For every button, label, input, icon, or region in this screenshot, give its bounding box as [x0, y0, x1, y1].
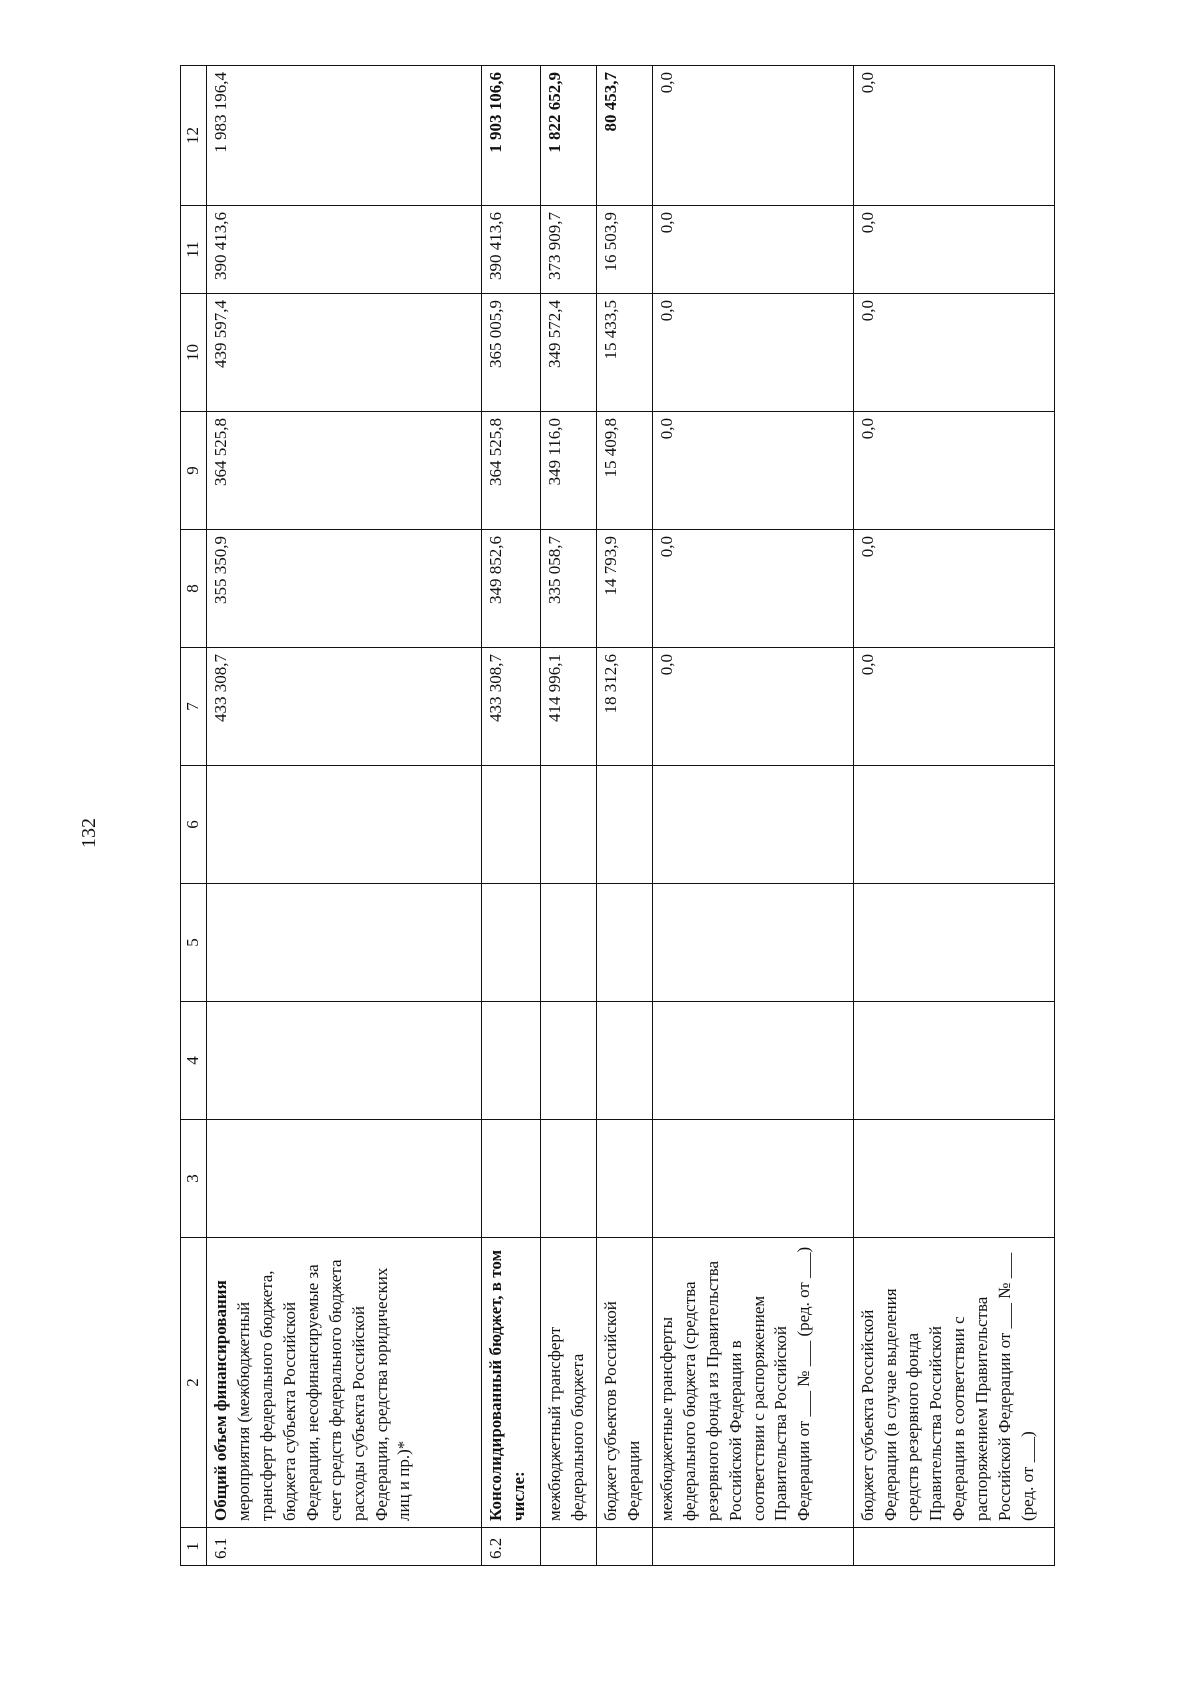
value-cell: 14 793,9 — [596, 530, 652, 648]
header-row — [181, 66, 207, 1566]
rotated-table-container — [180, 72, 1055, 1566]
row-label-text: межбюджетные трансферты федерального бюджета (средства резервного фонда из Правительства Российской Федерации в соответствии с распоряжением Правительства Российской Федерации от ___ № ___ (ред. от ___) — [656, 1246, 814, 1521]
row-code — [652, 1528, 853, 1566]
value-cell: 18 312,6 — [596, 648, 652, 766]
column-header: 4 — [181, 1002, 207, 1120]
total-cell: 0,0 — [853, 66, 1054, 206]
empty-cell — [596, 766, 652, 884]
empty-cell — [206, 766, 481, 884]
value-cell: 349 116,0 — [540, 412, 596, 530]
empty-cell — [596, 1002, 652, 1120]
table-row — [652, 66, 853, 1566]
value-cell: 0,0 — [652, 412, 853, 530]
table-row — [540, 66, 596, 1566]
row-label-text: мероприятия (межбюджетный трансферт федерального бюджета, бюджета субъекта Российской Федерации, несофинансируемые за счет средств федерального бюджета расходы субъекта Российской Федерации, средства юридических лиц и пр.)* — [233, 1259, 414, 1521]
table-row — [206, 66, 481, 1566]
value-cell: 0,0 — [853, 412, 1054, 530]
column-header: 12 — [181, 66, 207, 206]
empty-cell — [481, 766, 540, 884]
page-number: 132 — [78, 818, 100, 848]
empty-cell — [206, 1120, 481, 1238]
value-cell: 335 058,7 — [540, 530, 596, 648]
empty-cell — [540, 1002, 596, 1120]
column-header: 1 — [181, 1528, 207, 1566]
value-cell: 349 572,4 — [540, 294, 596, 412]
row-code — [853, 1528, 1054, 1566]
row-label — [853, 1238, 1054, 1528]
table-row — [853, 66, 1054, 1566]
value-cell: 364 525,8 — [481, 412, 540, 530]
empty-cell — [596, 1120, 652, 1238]
row-label — [652, 1238, 853, 1528]
empty-cell — [540, 1120, 596, 1238]
column-header: 7 — [181, 648, 207, 766]
row-label — [481, 1238, 540, 1528]
value-cell: 364 525,8 — [206, 412, 481, 530]
table-row — [596, 66, 652, 1566]
column-header: 5 — [181, 884, 207, 1002]
value-cell: 365 005,9 — [481, 294, 540, 412]
row-label — [206, 1238, 481, 1528]
empty-cell — [652, 1120, 853, 1238]
empty-cell — [540, 766, 596, 884]
column-header: 11 — [181, 206, 207, 294]
value-cell: 355 350,9 — [206, 530, 481, 648]
row-code — [540, 1528, 596, 1566]
empty-cell — [652, 1002, 853, 1120]
row-label-text: бюджет субъекта Российской Федерации (в случае выделения средств резервного фонда Правительства Российской Федерации в соответствии с распоряжением Правительства Российской Федерации от ___ № ___ (ред. от ___) — [857, 1252, 1038, 1521]
empty-cell — [540, 884, 596, 1002]
value-cell: 0,0 — [652, 294, 853, 412]
empty-cell — [652, 884, 853, 1002]
empty-cell — [853, 884, 1054, 1002]
value-cell: 0,0 — [652, 530, 853, 648]
value-cell: 373 909,7 — [540, 206, 596, 294]
column-header: 3 — [181, 1120, 207, 1238]
row-label — [596, 1238, 652, 1528]
row-code: 6.1 — [206, 1528, 481, 1566]
row-label — [540, 1238, 596, 1528]
value-cell: 390 413,6 — [206, 206, 481, 294]
row-label-bold: Консолидированный бюджет, в том числе: — [485, 1249, 528, 1521]
empty-cell — [206, 884, 481, 1002]
row-label-text: бюджет субъектов Российской Федерации — [600, 1301, 643, 1521]
value-cell: 0,0 — [853, 648, 1054, 766]
column-header: 10 — [181, 294, 207, 412]
value-cell: 0,0 — [853, 530, 1054, 648]
empty-cell — [853, 766, 1054, 884]
column-header: 8 — [181, 530, 207, 648]
empty-cell — [596, 884, 652, 1002]
empty-cell — [206, 1002, 481, 1120]
value-cell: 0,0 — [853, 294, 1054, 412]
column-header: 9 — [181, 412, 207, 530]
value-cell: 433 308,7 — [481, 648, 540, 766]
value-cell: 0,0 — [853, 206, 1054, 294]
row-label-text: межбюджетный трансферт федерального бюджета — [544, 1326, 587, 1521]
table-row — [481, 66, 540, 1566]
value-cell: 15 433,5 — [596, 294, 652, 412]
value-cell: 0,0 — [652, 206, 853, 294]
total-cell: 1 903 106,6 — [481, 66, 540, 206]
financing-table — [180, 65, 1055, 1566]
row-code: 6.2 — [481, 1528, 540, 1566]
total-cell: 1 822 652,9 — [540, 66, 596, 206]
column-header: 6 — [181, 766, 207, 884]
empty-cell — [652, 766, 853, 884]
value-cell: 0,0 — [652, 648, 853, 766]
value-cell: 439 597,4 — [206, 294, 481, 412]
empty-cell — [853, 1120, 1054, 1238]
empty-cell — [853, 1002, 1054, 1120]
value-cell: 414 996,1 — [540, 648, 596, 766]
row-label-bold: Общий объем финансирования — [210, 1280, 230, 1521]
total-cell: 0,0 — [652, 66, 853, 206]
empty-cell — [481, 1002, 540, 1120]
empty-cell — [481, 1120, 540, 1238]
value-cell: 16 503,9 — [596, 206, 652, 294]
row-code — [596, 1528, 652, 1566]
value-cell: 349 852,6 — [481, 530, 540, 648]
total-cell: 80 453,7 — [596, 66, 652, 206]
column-header: 2 — [181, 1238, 207, 1528]
value-cell: 390 413,6 — [481, 206, 540, 294]
value-cell: 433 308,7 — [206, 648, 481, 766]
value-cell: 15 409,8 — [596, 412, 652, 530]
empty-cell — [481, 884, 540, 1002]
total-cell: 1 983 196,4 — [206, 66, 481, 206]
